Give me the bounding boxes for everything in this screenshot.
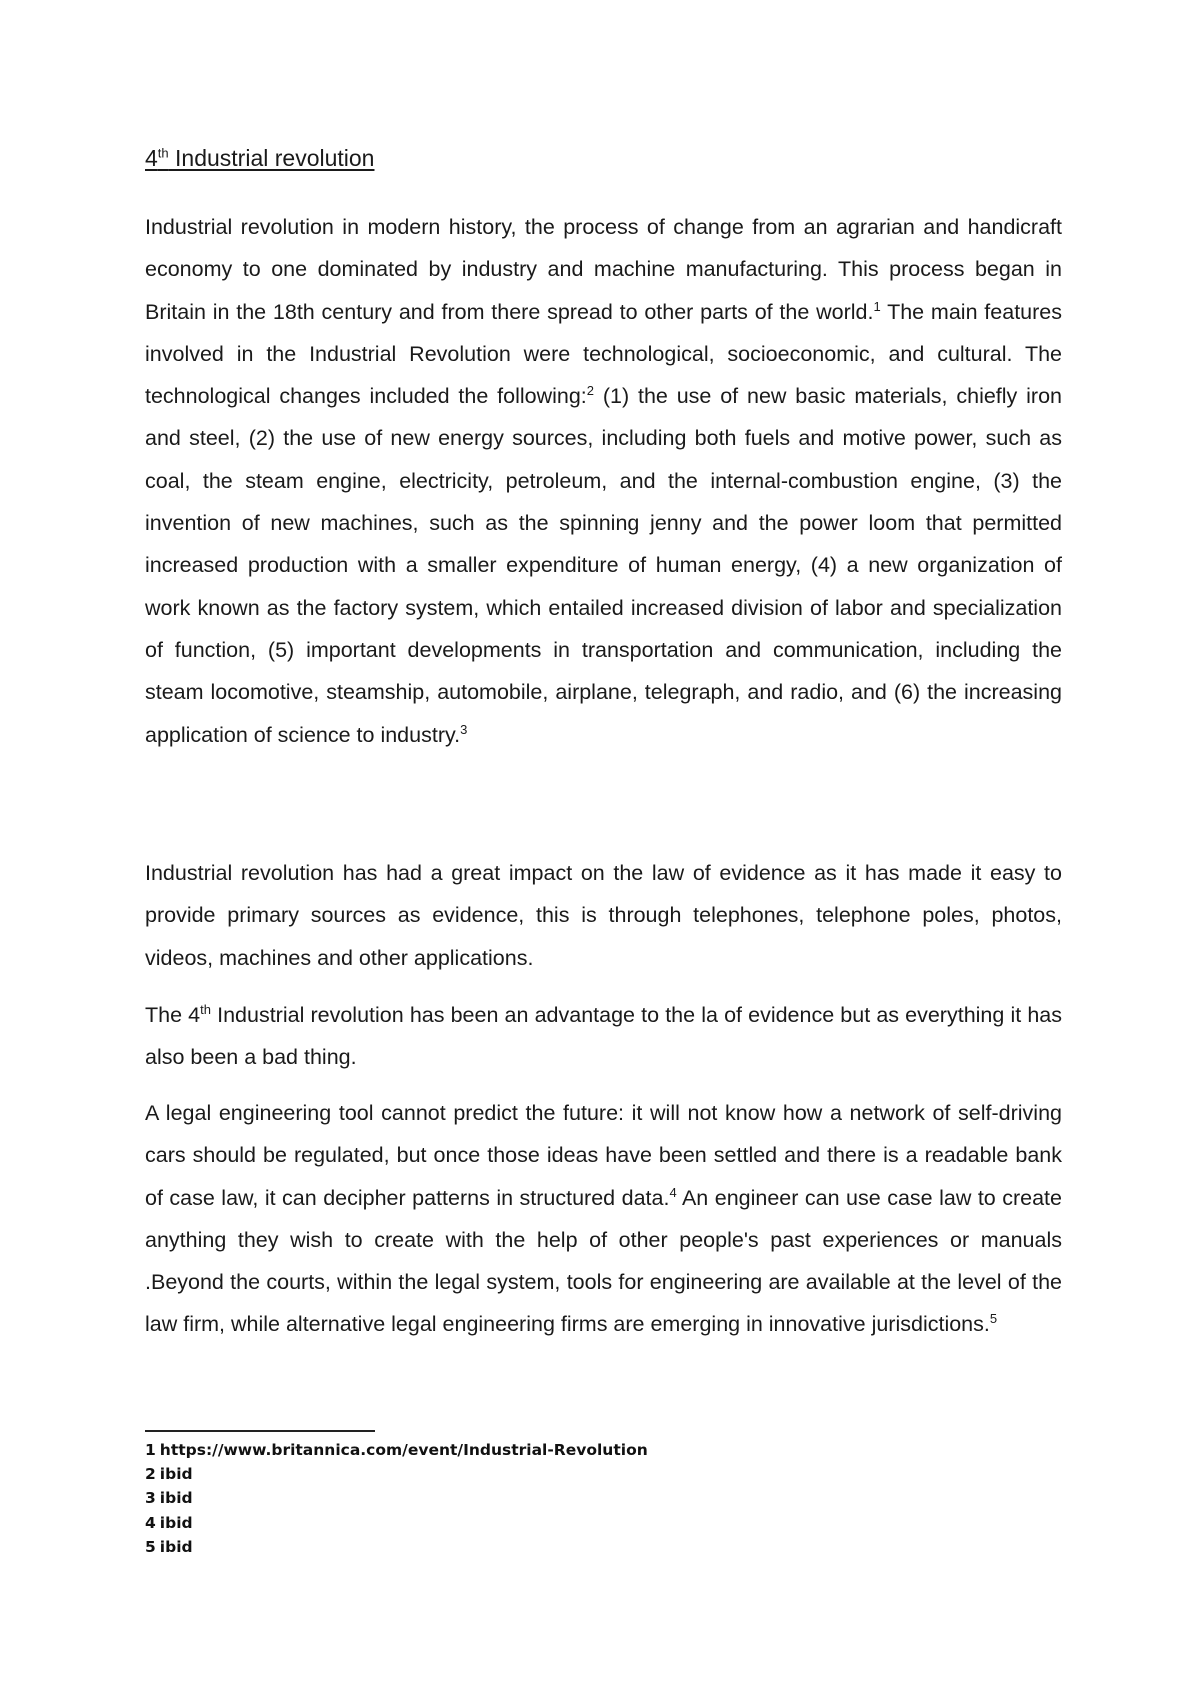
footnote-marker: 5 bbox=[989, 1311, 998, 1327]
paragraph-text: A legal engineering tool cannot predict the future: it will not know how a network of self-driving cars should be regulated, but once those ideas have been settled and there is a readable bank of case law, it can decipher patterns in structured data. bbox=[145, 1101, 1062, 1210]
paragraph-text: Industrial revolution has been an advantage to the la of evidence but as everything it has also been a bad thing. bbox=[145, 1003, 1063, 1070]
footnote-number: 3 bbox=[145, 1489, 156, 1508]
title-superscript: th bbox=[157, 145, 169, 161]
footnote-text: ibid bbox=[159, 1489, 193, 1508]
footnote-marker: 4 bbox=[669, 1184, 677, 1200]
title-rest: Industrial revolution bbox=[168, 145, 375, 171]
footnote-marker: th bbox=[200, 1001, 211, 1017]
paragraph-text: The main features involved in the Industrial Revolution were technological, socioeconomic, and cultural. The technological changes included the following: bbox=[145, 299, 1062, 409]
paragraph-text: The 4 bbox=[145, 1003, 201, 1027]
footnote-item bbox=[145, 1462, 845, 1486]
paragraph-2 bbox=[145, 852, 1062, 979]
footnote-item bbox=[145, 1511, 845, 1535]
footnote-text: ibid bbox=[159, 1465, 193, 1484]
footnote-number: 2 bbox=[145, 1465, 156, 1484]
footnote-marker: 1 bbox=[873, 298, 881, 314]
footnote-marker: 3 bbox=[460, 721, 468, 737]
footnote-number: 1 bbox=[145, 1441, 156, 1459]
footnote-number: 4 bbox=[145, 1513, 156, 1532]
title-prefix: 4 bbox=[145, 145, 158, 171]
document-title bbox=[145, 145, 374, 172]
footnote-item bbox=[145, 1535, 845, 1559]
footnotes bbox=[145, 1438, 845, 1559]
footnote-item bbox=[145, 1486, 845, 1510]
footnote-number: 5 bbox=[145, 1537, 156, 1556]
paragraph-1 bbox=[145, 206, 1062, 756]
footnote-text: ibid bbox=[159, 1537, 193, 1556]
paragraph-3 bbox=[145, 994, 1062, 1079]
footnote-text: https://www.britannica.com/event/Industrial-Revolution bbox=[159, 1441, 648, 1459]
paragraph-text: Industrial revolution in modern history, the process of change from an agrarian and handicraft economy to one dominated by industry and machine manufacturing. This process began in Britain in the 18th century and from there spread to other parts of the world. bbox=[145, 215, 1062, 324]
footnote-marker: 2 bbox=[586, 383, 595, 399]
footnote-item bbox=[145, 1438, 845, 1462]
footnote-text: ibid bbox=[159, 1513, 193, 1532]
paragraph-4 bbox=[145, 1092, 1062, 1346]
paragraph-text: Industrial revolution has had a great impact on the law of evidence as it has made it easy to provide primary sources as evidence, this is through telephones, telephone poles, photos, videos, machines and other applications. bbox=[145, 861, 1062, 970]
footnote-separator bbox=[145, 1430, 375, 1432]
paragraph-text: (1) the use of new basic materials, chiefly iron and steel, (2) the use of new energy sources, including both fuels and motive power, such as coal, the steam engine, electricity, petroleum, and the internal-combustion engine, (3) the invention of new machines, such as the spinning jenny and the power loom that permitted increased production with a smaller expenditure of human energy, (4) a new organization of work known as the factory system, which entailed increased division of labor and specialization of function, (5) important developments in transportation and communication, including the steam locomotive, steamship, automobile, airplane, telegraph, and radio, and (6) the increasing application of science to industry. bbox=[145, 384, 1062, 747]
paragraph-text: An engineer can use case law to create anything they wish to create with the help of other people's past experiences or manuals .Beyond the courts, within the legal system, tools for engineering are available at the level of the law firm, while alternative legal engineering firms are emerging in innovative jurisdictions. bbox=[145, 1185, 1062, 1337]
